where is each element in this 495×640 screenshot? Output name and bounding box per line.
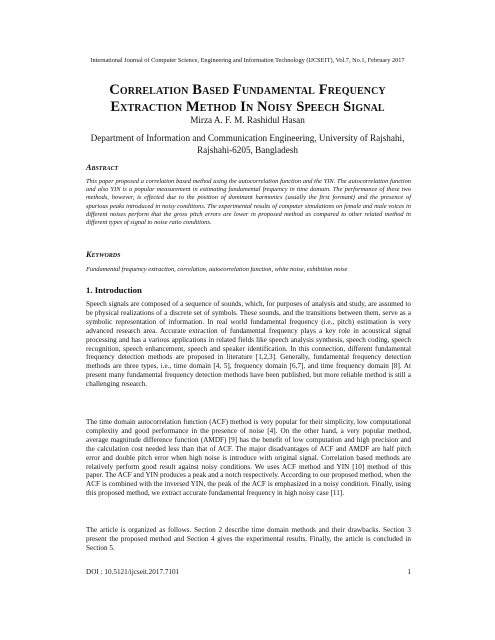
- introduction-paragraph-3: The article is organized as follows. Section 2 describe time domain methods and their drawbacks. Section 3 present the proposed method and Section 4 gives the experimental results. Finally, the article is concluded in Section 5.: [86, 526, 411, 552]
- title-line-2: Extraction Method In Noisy Speech Signal: [110, 99, 385, 115]
- author-name: Mirza A. F. M. Rashidul Hasan: [190, 115, 305, 125]
- introduction-paragraph-2: The time domain autocorrelation function (ACF) method is very popular for their simplicity, low computational complexity and good performance in the presence of noise [4]. On the other hand, a very popular method, average magnitude difference function (AMDF) [9] has the benefit of low computation and high precision and the calculation cost needed less than that of ACF. The major disadvantages of ACF and AMDF are half pitch error and double pitch error when high noise is introduce with original signal. Correlation based methods are relatively perform good result against noisy conditions. We uses ACF method and YIN [10] method of this paper. The ACF and YIN produces a peak and a notch respectively. According to our proposed method, when the ACF is combined with the inversed YIN, the peak of the ACF is emphasized in a noisy condition. Finally, using this proposed method, we extract accurate fundamental frequency in high noisy case [11].: [86, 418, 411, 498]
- paper-title: [40, 82, 455, 116]
- keywords-heading: Keywords: [86, 250, 121, 259]
- doi-footer: DOI : 10.5121/ijcseit.2017.7101: [86, 568, 180, 576]
- title-line-1: Correlation Based Fundamental Frequency: [109, 82, 386, 98]
- introduction-heading: 1. Introduction: [86, 285, 142, 295]
- affiliation-line-1: Department of Information and Communication Engineering, University of Rajshahi,: [90, 133, 405, 143]
- page-number: 1: [407, 568, 411, 576]
- abstract-text: This paper proposed a correlation based method using the autocorrelation function and the YIN. The autocorrelation function and also YIN is a popular measurement in estimating fundamental frequency in time domain. The performance of these two methods, however, is effected due to the position of dominant harmonics (usually the first formant) and the presence of spurious peaks introduced in noisy conditions. The experimental results of computer simulations on female and male voices in different noises perform that the gross pitch errors are lower in proposed method as compared to other related method in different types of signal to noise ratio conditions.: [86, 178, 411, 227]
- author-affiliation: [70, 133, 425, 156]
- affiliation-line-2: Rajshahi-6205, Bangladesh: [196, 144, 299, 155]
- journal-header: International Journal of Computer Science, Engineering and Information Technology (IJCSEIT), Vol.7, No.1, February 2017: [90, 57, 405, 64]
- keywords-text: Fundamental frequency extraction, correlation, autocorrelation function, white noise, exhibition noise: [86, 266, 348, 273]
- introduction-paragraph-1: Speech signals are composed of a sequence of sounds, which, for purposes of analysis and study, are assumed to be physical realizations of a discrete set of symbols. These sounds, and the transitions between them, serve as a symbolic representation of information. In real world fundamental frequency (i.e., pitch) estimation is very advanced research area. Accurate extraction of fundamental frequency plays a key role in acoustical signal processing and has a various applications in related fields like speech analysis synthesis, speech coding, speech recognition, speech enhancement, speech and speaker identification. In this connection, different fundamental frequency detection methods are proposed in literature [1,2,3]. Generally, fundamental frequency detection methods are three types, i.e., time domain [4, 5], frequency domain [6,7], and time frequency domain [8]. At present many fundamental frequency detection methods have been published, but more reliable method is still a challenging research.: [86, 300, 411, 389]
- abstract-heading: Abstract: [86, 163, 119, 172]
